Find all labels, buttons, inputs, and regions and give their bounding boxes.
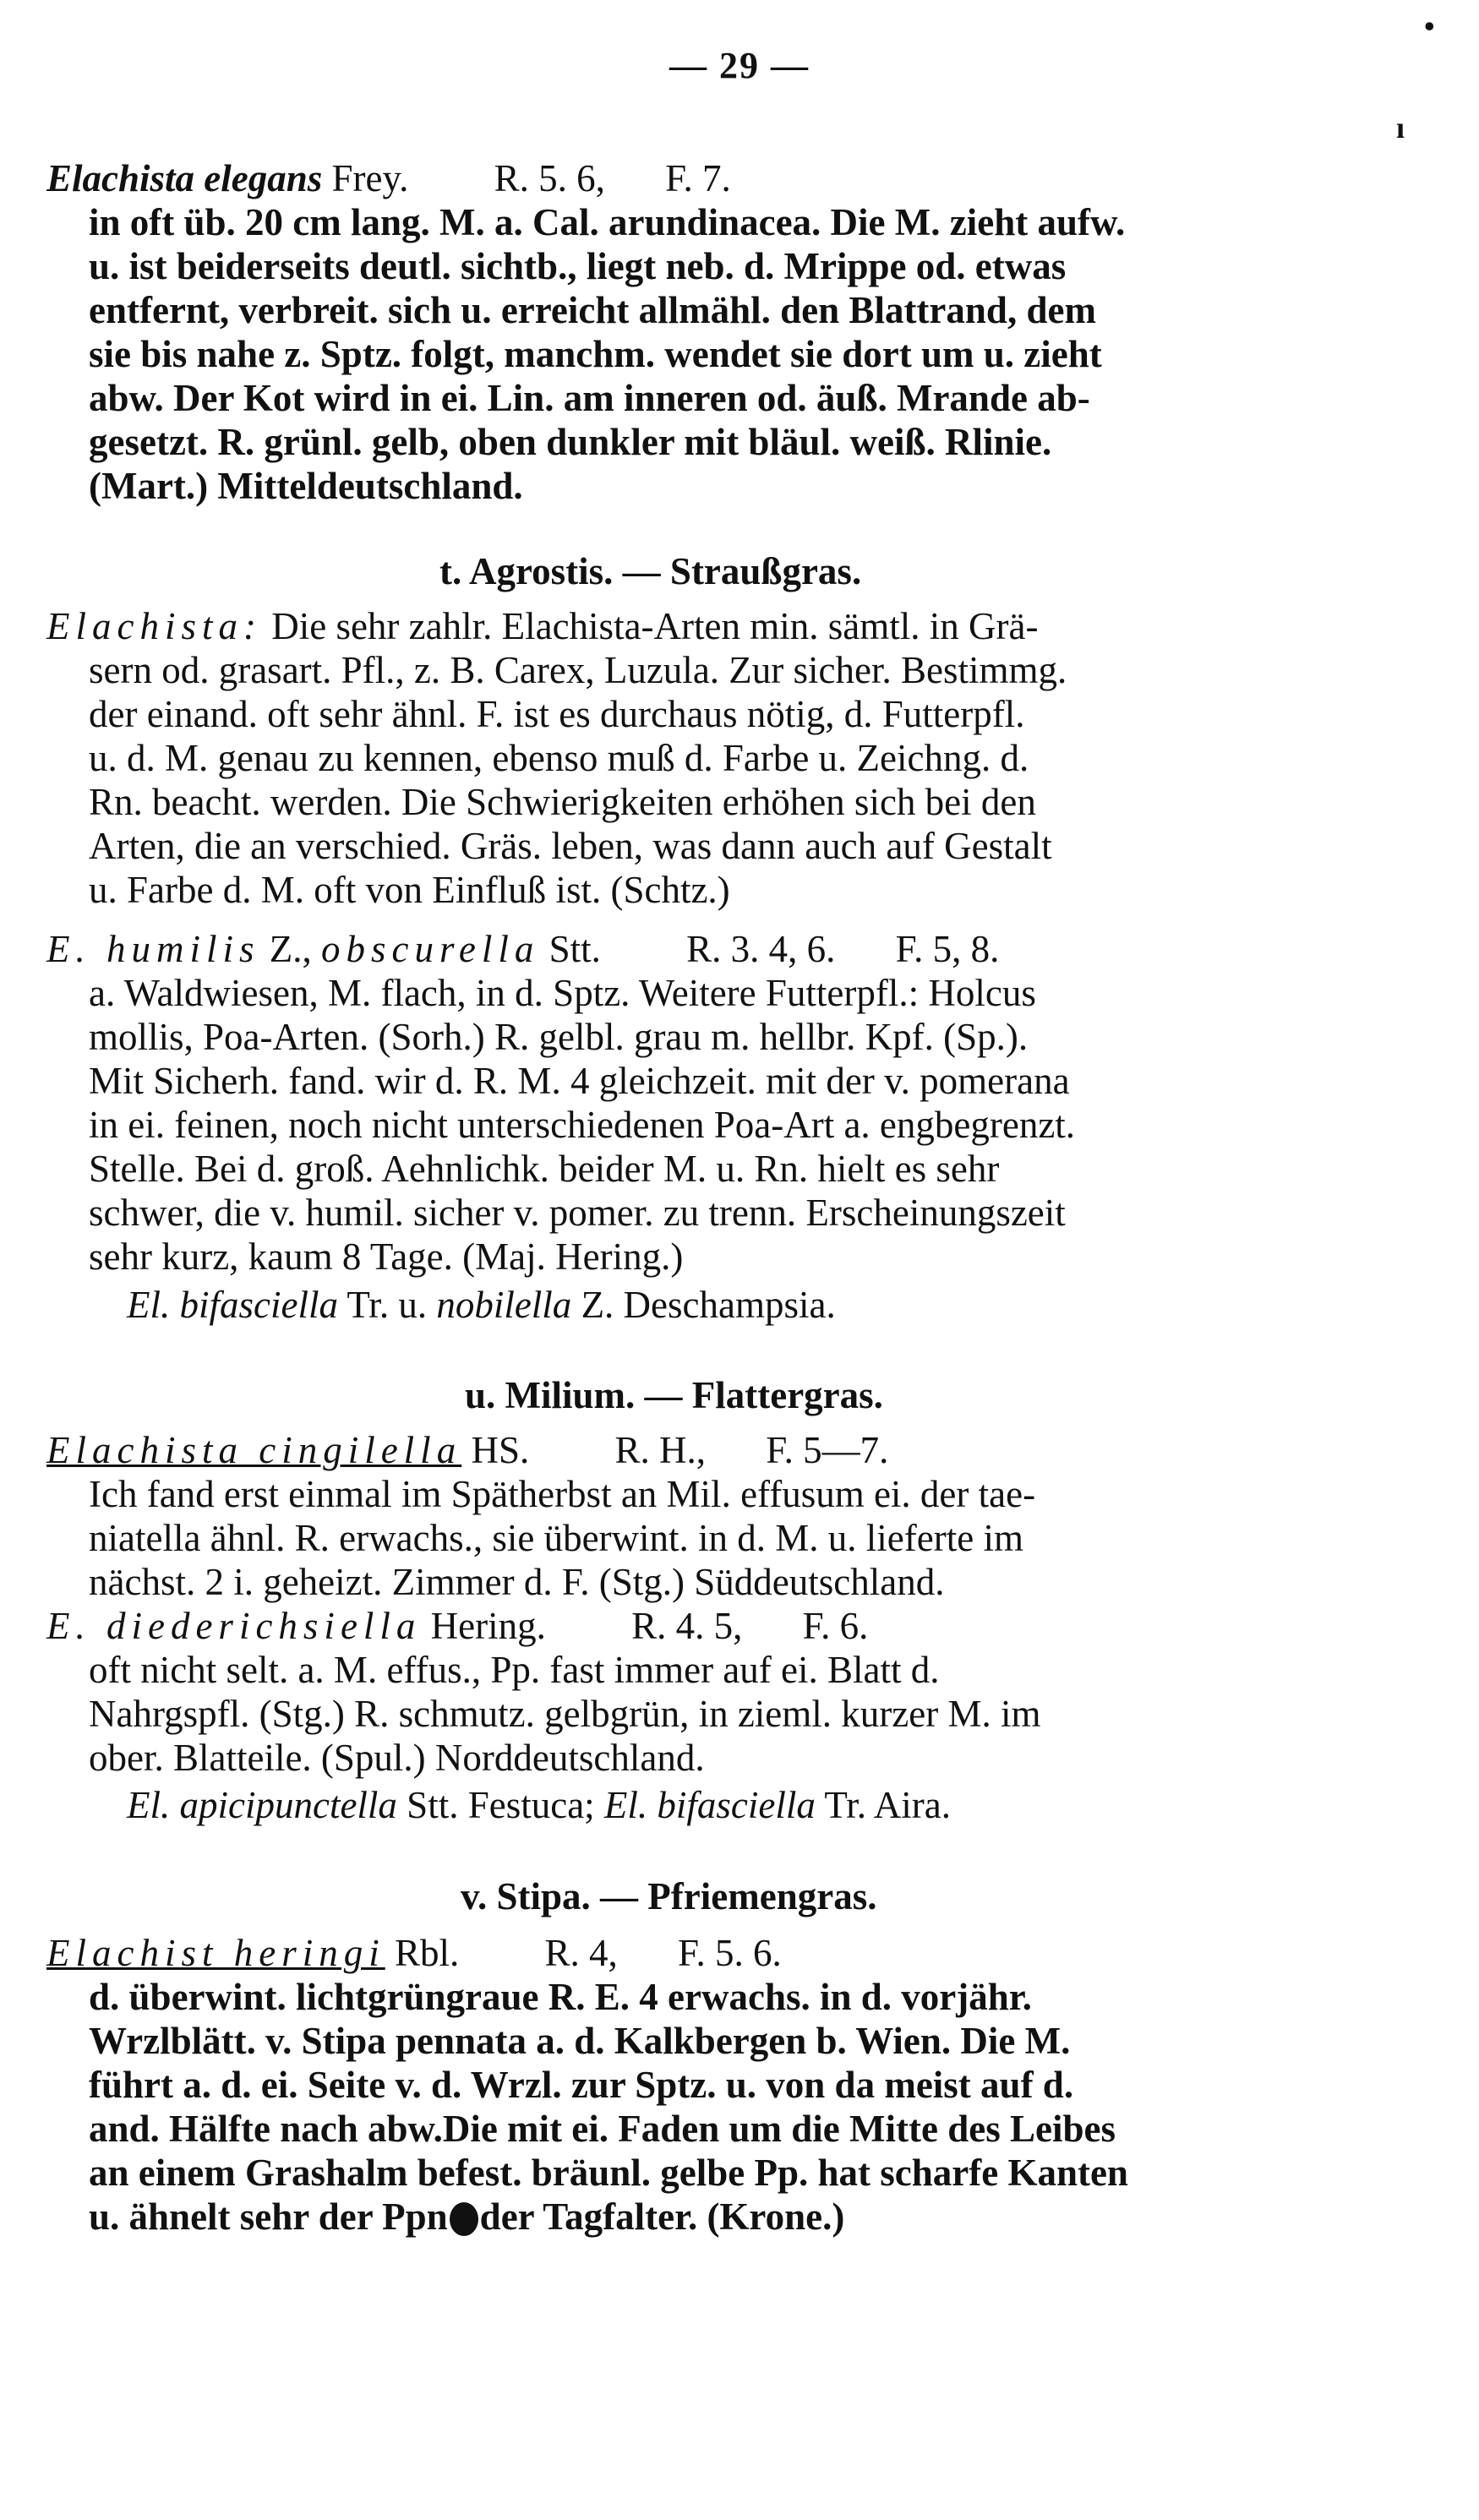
moth-months: F. 5, 8. xyxy=(895,928,1000,970)
text-line: Nahrgspfl. (Stg.) R. schmutz. gelbgrün, in zieml. kurzer M. im xyxy=(89,1693,1041,1735)
species-header xyxy=(46,156,731,200)
species-name: Elachista elegans xyxy=(46,157,323,199)
species-name: E. humilis xyxy=(46,928,260,970)
text-line: d. überwint. lichtgrüngraue R. E. 4 erwachs. in d. vorjähr. xyxy=(89,1976,1032,2018)
species-author: Hering. xyxy=(430,1605,546,1647)
species-author: Stt. xyxy=(548,928,601,970)
text-line: Ich fand erst einmal im Spätherbst an Mil. effusum ei. der tae- xyxy=(89,1473,1036,1515)
species-author: Z., xyxy=(269,928,312,970)
text-line: Arten, die an verschied. Gräs. leben, was dann auch auf Gestalt xyxy=(89,825,1052,867)
species-name: Elachist heringi xyxy=(46,1932,385,1974)
text-line: sehr kurz, kaum 8 Tage. (Maj. Hering.) xyxy=(89,1235,684,1278)
reference-line: El. bifasciella Tr. u. nobilella Z. Deschampsia. xyxy=(127,1284,836,1326)
text-line: sie bis nahe z. Sptz. folgt, manchm. wendet sie dort um u. zieht xyxy=(89,333,1102,375)
species-author: Frey. xyxy=(331,157,409,199)
species-header xyxy=(46,1931,782,1975)
species-header xyxy=(46,927,999,971)
ink-mark: • xyxy=(1424,9,1435,43)
page-number: — 29 — xyxy=(669,45,810,86)
text-line: mollis, Poa-Arten. (Sorh.) R. gelbl. grau m. hellbr. Kpf. (Sp.). xyxy=(89,1016,1029,1058)
species-header xyxy=(46,1604,868,1648)
text-line: in ei. feinen, noch nicht unterschiedenen Poa-Art a. engbegrenzt. xyxy=(89,1104,1076,1146)
text-line: entfernt, verbreit. sich u. erreicht allmähl. den Blattrand, dem xyxy=(89,289,1096,331)
text-line-last: u. ähnelt sehr der Ppn der Tagfalter. (Krone.) xyxy=(89,2195,845,2238)
text-line: der einand. oft sehr ähnl. F. ist es durchaus nötig, d. Futterpfl. xyxy=(89,693,1025,735)
text-line: oft nicht selt. a. M. effus., Pp. fast immer auf ei. Blatt d. xyxy=(89,1649,940,1691)
ink-blot xyxy=(450,2202,478,2236)
text-line: sern od. grasart. Pfl., z. B. Carex, Luzula. Zur sicher. Bestimmg. xyxy=(89,649,1067,691)
caterpillar-months: R. 3. 4, 6. xyxy=(686,928,836,970)
text-line: ober. Blatteile. (Spul.) Norddeutschland. xyxy=(89,1737,705,1779)
text-line: Die sehr zahlr. Elachista-Arten min. sämtl. in Grä- xyxy=(271,605,1039,647)
text-line: u. Farbe d. M. oft von Einfluß ist. (Schtz.) xyxy=(89,869,730,911)
text-line: Wrzlblätt. v. Stipa pennata a. d. Kalkbergen b. Wien. Die M. xyxy=(89,2020,1071,2062)
text-line: in oft üb. 20 cm lang. M. a. Cal. arundinacea. Die M. zieht aufw. xyxy=(89,201,1126,243)
text-line: schwer, die v. humil. sicher v. pomer. zu trenn. Erscheinungszeit xyxy=(89,1192,1066,1234)
text-line: and. Hälfte nach abw.Die mit ei. Faden um die Mitte des Leibes xyxy=(89,2108,1116,2150)
text-line: an einem Grashalm befest. bräunl. gelbe Pp. hat scharfe Kanten xyxy=(89,2152,1128,2194)
text-line: u. ist beiderseits deutl. sichtb., liegt neb. d. Mrippe od. etwas xyxy=(89,245,1067,287)
caterpillar-months: R. 5. 6, xyxy=(494,157,605,199)
text-line: nächst. 2 i. geheizt. Zimmer d. F. (Stg.) Süddeutschland. xyxy=(89,1561,945,1603)
text-line: gesetzt. R. grünl. gelb, oben dunkler mit bläul. weiß. Rlinie. xyxy=(89,421,1052,463)
species-author: Rbl. xyxy=(394,1932,460,1974)
text-line: Mit Sicherh. fand. wir d. R. M. 4 gleichzeit. mit der v. pomerana xyxy=(89,1060,1070,1102)
moth-months: F. 7. xyxy=(665,157,731,199)
caterpillar-months: R. 4. 5, xyxy=(631,1605,743,1647)
genus-lead: Elachista: xyxy=(46,605,262,647)
moth-months: F. 5—7. xyxy=(766,1429,889,1471)
ink-mark: ı xyxy=(1396,111,1405,145)
text-line: (Mart.) Mitteldeutschland. xyxy=(89,465,523,507)
text-line: Stelle. Bei d. groß. Aehnlichk. beider M. u. Rn. hielt es sehr xyxy=(89,1148,1000,1190)
species-name: Elachista cingilella xyxy=(46,1429,462,1471)
text-line: niatella ähnl. R. erwachs., sie überwint. in d. M. u. lieferte im xyxy=(89,1517,1023,1559)
text-line: a. Waldwiesen, M. flach, in d. Sptz. Weitere Futterpfl.: Holcus xyxy=(89,972,1036,1014)
text-line: Rn. beacht. werden. Die Schwierigkeiten erhöhen sich bei den xyxy=(89,781,1036,823)
text-line: führt a. d. ei. Seite v. d. Wrzl. zur Sptz. u. von da meist auf d. xyxy=(89,2064,1074,2106)
species-name: obscurella xyxy=(321,928,540,970)
text-line: u. d. M. genau zu kennen, ebenso muß d. Farbe u. Zeichng. d. xyxy=(89,737,1029,779)
section-heading: v. Stipa. — Pfriemengras. xyxy=(461,1875,877,1917)
moth-months: F. 5. 6. xyxy=(678,1932,782,1974)
reference-line: El. apicipunctella Stt. Festuca; El. bifasciella Tr. Aira. xyxy=(127,1784,951,1826)
species-author: HS. xyxy=(471,1429,530,1471)
caterpillar-months: R. 4, xyxy=(544,1932,618,1974)
moth-months: F. 6. xyxy=(802,1605,869,1647)
section-heading: u. Milium. — Flattergras. xyxy=(465,1374,883,1416)
text-line: abw. Der Kot wird in ei. Lin. am inneren od. äuß. Mrande ab- xyxy=(89,377,1090,419)
species-header xyxy=(46,1428,888,1472)
species-name: E. diederichsiella xyxy=(46,1605,422,1647)
section-heading: t. Agrostis. — Straußgras. xyxy=(439,550,862,592)
caterpillar-months: R. H., xyxy=(614,1429,706,1471)
note-first-line xyxy=(46,604,1038,648)
